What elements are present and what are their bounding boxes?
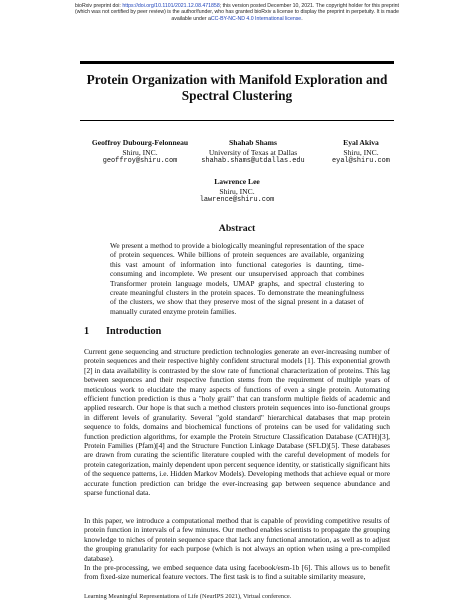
body-paragraph: In the pre-processing, we embed sequence data using facebook/esm-1b [6]. This allows us to benefit from fixed-size numerical feature vectors. The first task is to find a suitable similarity measure, <box>84 563 390 582</box>
author-affiliation: Shiru, INC. <box>219 186 255 196</box>
license-link[interactable]: CC-BY-NC-ND 4.0 International license <box>210 15 302 22</box>
author-name: Shahab Shams <box>229 138 277 147</box>
author-email[interactable]: shahab.shams@utdallas.edu <box>201 157 305 166</box>
paper-title <box>70 72 404 104</box>
section-number: 1 <box>84 326 90 337</box>
notice-rest: ; this version posted December 10, 2021. The copyright holder for this preprint <box>219 3 399 9</box>
author-block <box>187 177 287 206</box>
doi-link[interactable]: https://doi.org/10.1101/2021.12.08.471858 <box>122 3 220 9</box>
author-affiliation: University of Texas at Dallas <box>208 147 298 157</box>
author-email[interactable]: eyal@shiru.com <box>332 157 390 166</box>
author-block <box>188 138 318 167</box>
author-name: Geoffroy Dubourg-Felonneau <box>91 138 189 147</box>
title-rule-bottom <box>80 120 394 121</box>
section-title: Introduction <box>106 326 162 337</box>
author-email[interactable]: lawrence@shiru.com <box>199 196 275 205</box>
title-line-1: Protein Organization with Manifold Exploration and <box>86 72 388 87</box>
notice-line-3 <box>6 16 468 22</box>
author-block <box>318 138 404 167</box>
body-paragraph: In this paper, we introduce a computational method that is capable of providing competitive results of protein function in intervals of a few minutes. Our method enables scientists to propagate the grouping knowledge to niches of protein sequence space that lack any functional annotation, as well as to adjust the grouping granularity for each purpose (which is not always an option when using a pre-compiled database). <box>84 516 390 563</box>
title-line-2: Spectral Clustering <box>181 88 293 103</box>
section-heading <box>84 326 161 337</box>
notice-available: available under a <box>171 15 211 22</box>
notice-prefix: bioRxiv preprint doi: <box>75 3 123 9</box>
author-name: Lawrence Lee <box>214 177 260 186</box>
body-paragraph: Current gene sequencing and structure prediction technologies generate an ever-increasing number of protein sequences and their respective highly confident structural models [1]. This exponential growth [2] in data availability is contrasted by the slow rate of functional characterization of proteins. This lag between sequences and their respective function stems from the requirement of multiple years of meticulous work to elucidate the many aspects of functions of even a single protein. Automating efficient function prediction is thus a "holy grail" that can transform multiple fields of academic and applied research. Our hope is that such a method clusters protein sequences into iso-functional groups in different levels of granularity. Several "gold standard" hierarchical databases that map protein sequence to folds, domains and biochemical functions of proteins can be used for validating such function prediction algorithms, for example the Protein Structure Classification Database (CATH)[3], Protein Families (Pfam)[4] and the Structure Function Linkage Database (SFLD)[5]. These databases are drawn from curating the scientific literature coupled with the careful development of models for protein categorization, mainly dependent upon percent sequence identity, or statistically significant hits of the sequence patterns, i.e. Hidden Markov Models). Developing methods that achieve equal or more accurate function prediction can bridge the ever-increasing gap between sequence abundance and sparse functional data. <box>84 347 390 498</box>
abstract-text: We present a method to provide a biologically meaningful representation of the space of protein sequences. While billions of protein sequences are available, organizing this vast amount of information into functional categories is daunting, time-consuming and incomplete. We present our unsupervised approach that combines Transformer protein language models, UMAP graphs, and spectral clustering to create meaningful clusters in the protein spaces. To demonstrate the meaningfulness of the clusters, we show that they preserve most of the signal present in a dataset of manually curated enzyme protein families. <box>110 241 364 316</box>
notice-period: . <box>301 15 303 22</box>
notice-line-2: (which was not certified by peer review) is the author/funder, who has granted bioRxiv a license to display the preprint in perpetuity. It is made <box>75 9 399 16</box>
author-affiliation: Shiru, INC. <box>343 147 379 157</box>
author-name: Eyal Akiva <box>343 138 379 147</box>
biorxiv-notice <box>6 3 468 22</box>
title-rule-top <box>80 61 394 64</box>
abstract-heading: Abstract <box>218 223 256 234</box>
conference-footnote: Learning Meaningful Representations of Life (NeurIPS 2021), Virtual conference. <box>84 593 292 600</box>
author-block <box>80 138 200 167</box>
author-affiliation: Shiru, INC. <box>122 147 158 157</box>
author-email[interactable]: geoffroy@shiru.com <box>102 157 178 166</box>
